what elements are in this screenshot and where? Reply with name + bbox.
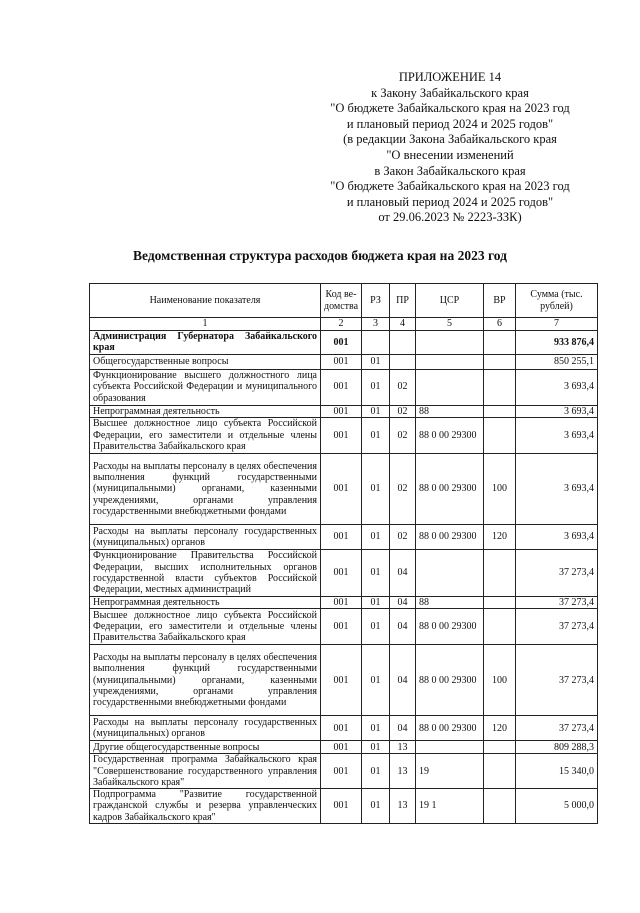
table-row xyxy=(90,405,598,417)
header-line: и плановый период 2024 и 2025 годов" xyxy=(346,116,554,131)
table-row xyxy=(90,789,598,824)
header-name: Наименование показателя xyxy=(90,284,321,318)
cell-csr xyxy=(416,741,484,754)
cell-sum: 3 693,4 xyxy=(516,369,598,405)
header-line: (в редакции Закона Забайкальского края xyxy=(343,132,557,147)
cell-sum: 3 693,4 xyxy=(516,453,598,524)
header-line: к Закону Забайкальского края xyxy=(371,85,529,100)
cell-vr xyxy=(484,596,516,608)
cell-name: Другие общегосударственные вопросы xyxy=(90,741,321,754)
column-number: 3 xyxy=(362,318,390,331)
cell-csr: 88 0 00 29300 xyxy=(416,645,484,716)
cell-code: 001 xyxy=(321,331,362,355)
table-row xyxy=(90,453,598,524)
cell-name: Общегосударственные вопросы xyxy=(90,354,321,369)
cell-code: 001 xyxy=(321,789,362,824)
cell-csr: 88 0 00 29300 xyxy=(416,716,484,741)
cell-sum: 850 255,1 xyxy=(516,354,598,369)
cell-sum: 37 273,4 xyxy=(516,716,598,741)
cell-code: 001 xyxy=(321,369,362,405)
cell-name: Непрограммная деятельность xyxy=(90,405,321,417)
cell-code: 001 xyxy=(321,596,362,608)
table-row xyxy=(90,369,598,405)
cell-vr xyxy=(484,405,516,417)
cell-name: Расходы на выплаты персоналу государственных (муниципальных) органов xyxy=(90,524,321,549)
cell-vr xyxy=(484,741,516,754)
table-row xyxy=(90,609,598,645)
cell-vr xyxy=(484,331,516,355)
cell-name: Расходы на выплаты персоналу государственных (муниципальных) органов xyxy=(90,716,321,741)
column-number-row xyxy=(90,318,598,331)
column-number: 1 xyxy=(90,318,321,331)
table-body xyxy=(90,331,598,824)
cell-pr: 02 xyxy=(390,405,416,417)
cell-sum: 37 273,4 xyxy=(516,609,598,645)
cell-csr: 88 0 00 29300 xyxy=(416,417,484,453)
cell-vr xyxy=(484,789,516,824)
cell-rz: 01 xyxy=(362,645,390,716)
table-row xyxy=(90,549,598,596)
header-pr: ПР xyxy=(390,284,416,318)
cell-code: 001 xyxy=(321,741,362,754)
cell-rz: 01 xyxy=(362,453,390,524)
cell-vr: 100 xyxy=(484,645,516,716)
cell-name: Непрограммная деятельность xyxy=(90,596,321,608)
cell-vr xyxy=(484,549,516,596)
cell-pr: 04 xyxy=(390,716,416,741)
cell-csr: 19 xyxy=(416,754,484,789)
cell-pr: 02 xyxy=(390,417,416,453)
table-row xyxy=(90,716,598,741)
cell-rz: 01 xyxy=(362,405,390,417)
cell-sum: 37 273,4 xyxy=(516,549,598,596)
cell-name: Расходы на выплаты персоналу в целях обеспечения выполнения функций государственными (муниципальными) органами, казенными учреждениями, органами управления государственными внебюджетными фондами xyxy=(90,453,321,524)
cell-sum: 5 000,0 xyxy=(516,789,598,824)
cell-rz: 01 xyxy=(362,524,390,549)
cell-pr: 13 xyxy=(390,789,416,824)
cell-sum: 37 273,4 xyxy=(516,596,598,608)
cell-code: 001 xyxy=(321,549,362,596)
cell-csr: 88 xyxy=(416,596,484,608)
cell-pr: 02 xyxy=(390,369,416,405)
cell-sum: 809 288,3 xyxy=(516,741,598,754)
cell-pr: 04 xyxy=(390,645,416,716)
cell-rz: 01 xyxy=(362,609,390,645)
cell-csr xyxy=(416,354,484,369)
table-row xyxy=(90,354,598,369)
appendix-header xyxy=(300,70,600,226)
cell-sum: 3 693,4 xyxy=(516,405,598,417)
document-title: Ведомственная структура расходов бюджета края на 2023 год xyxy=(133,248,507,263)
table-row xyxy=(90,331,598,355)
column-number: 6 xyxy=(484,318,516,331)
cell-rz: 01 xyxy=(362,354,390,369)
table-row xyxy=(90,645,598,716)
table-row xyxy=(90,754,598,789)
cell-code: 001 xyxy=(321,417,362,453)
cell-csr: 88 0 00 29300 xyxy=(416,609,484,645)
budget-table xyxy=(89,283,598,824)
cell-pr: 02 xyxy=(390,524,416,549)
cell-name: Расходы на выплаты персоналу в целях обеспечения выполнения функций государственными (муниципальными) органами, казенными учреждениями, органами управления государственными внебюджетными фондами xyxy=(90,645,321,716)
table-row xyxy=(90,596,598,608)
cell-pr: 04 xyxy=(390,596,416,608)
cell-sum: 933 876,4 xyxy=(516,331,598,355)
cell-name: Высшее должностное лицо субъекта Российской Федерации, его заместители и отдельные члены Правительства Забайкальского края xyxy=(90,417,321,453)
cell-name: Высшее должностное лицо субъекта Российской Федерации, его заместители и отдельные члены Правительства Забайкальского края xyxy=(90,609,321,645)
cell-code: 001 xyxy=(321,609,362,645)
cell-vr xyxy=(484,417,516,453)
cell-sum: 15 340,0 xyxy=(516,754,598,789)
header-line: "О бюджете Забайкальского края на 2023 год xyxy=(330,179,570,194)
cell-pr: 13 xyxy=(390,741,416,754)
cell-csr xyxy=(416,331,484,355)
cell-vr: 120 xyxy=(484,524,516,549)
column-number: 7 xyxy=(516,318,598,331)
cell-csr xyxy=(416,369,484,405)
header-line: ПРИЛОЖЕНИЕ 14 xyxy=(398,70,502,84)
cell-rz: 01 xyxy=(362,741,390,754)
cell-rz: 01 xyxy=(362,716,390,741)
cell-pr: 02 xyxy=(390,453,416,524)
cell-rz: 01 xyxy=(362,549,390,596)
column-number: 2 xyxy=(321,318,362,331)
cell-code: 001 xyxy=(321,645,362,716)
cell-vr xyxy=(484,369,516,405)
cell-sum: 3 693,4 xyxy=(516,417,598,453)
cell-rz: 01 xyxy=(362,369,390,405)
column-number: 5 xyxy=(416,318,484,331)
header-line: "О внесении изменений xyxy=(386,147,514,162)
cell-rz: 01 xyxy=(362,754,390,789)
table-row xyxy=(90,524,598,549)
cell-csr: 19 1 xyxy=(416,789,484,824)
cell-csr: 88 0 00 29300 xyxy=(416,524,484,549)
cell-name: Функционирование Правительства Российской Федерации, высших исполнительных органов государственной власти субъектов Российской Федерации, местных администраций xyxy=(90,549,321,596)
header-csr: ЦСР xyxy=(416,284,484,318)
cell-code: 001 xyxy=(321,754,362,789)
cell-pr xyxy=(390,354,416,369)
header-rz: РЗ xyxy=(362,284,390,318)
cell-name: Функционирование высшего должностного лица субъекта Российской Федерации и муниципального образования xyxy=(90,369,321,405)
header-line: в Закон Забайкальского края xyxy=(374,163,526,178)
cell-code: 001 xyxy=(321,524,362,549)
table-row xyxy=(90,417,598,453)
cell-pr: 13 xyxy=(390,754,416,789)
column-number: 4 xyxy=(390,318,416,331)
header-line: "О бюджете Забайкальского края на 2023 год xyxy=(330,101,570,116)
cell-vr: 120 xyxy=(484,716,516,741)
cell-code: 001 xyxy=(321,354,362,369)
cell-rz: 01 xyxy=(362,596,390,608)
cell-pr: 04 xyxy=(390,549,416,596)
cell-vr xyxy=(484,354,516,369)
cell-sum: 37 273,4 xyxy=(516,645,598,716)
header-vr: ВР xyxy=(484,284,516,318)
cell-csr: 88 0 00 29300 xyxy=(416,453,484,524)
cell-name: Подпрограмма "Развитие государственной гражданской службы и резерва управленческих кадров Забайкальского края" xyxy=(90,789,321,824)
cell-vr: 100 xyxy=(484,453,516,524)
table-row xyxy=(90,741,598,754)
header-sum: Сумма (тыс. рублей) xyxy=(516,284,598,318)
cell-vr xyxy=(484,754,516,789)
header-line: и плановый период 2024 и 2025 годов" xyxy=(346,194,554,209)
cell-pr xyxy=(390,331,416,355)
cell-sum: 3 693,4 xyxy=(516,524,598,549)
cell-rz: 01 xyxy=(362,789,390,824)
cell-csr: 88 xyxy=(416,405,484,417)
header-line: от 29.06.2023 № 2223-ЗЗК) xyxy=(378,210,522,225)
cell-code: 001 xyxy=(321,405,362,417)
cell-rz xyxy=(362,331,390,355)
table-header-row xyxy=(90,284,598,318)
cell-name: Государственная программа Забайкальского края "Совершенствование государственного управления Забайкальского края" xyxy=(90,754,321,789)
header-code: Код ве-домства xyxy=(321,284,362,318)
cell-pr: 04 xyxy=(390,609,416,645)
cell-code: 001 xyxy=(321,453,362,524)
cell-name: Администрация Губернатора Забайкальского края xyxy=(90,331,321,355)
cell-csr xyxy=(416,549,484,596)
cell-vr xyxy=(484,609,516,645)
cell-code: 001 xyxy=(321,716,362,741)
cell-rz: 01 xyxy=(362,417,390,453)
